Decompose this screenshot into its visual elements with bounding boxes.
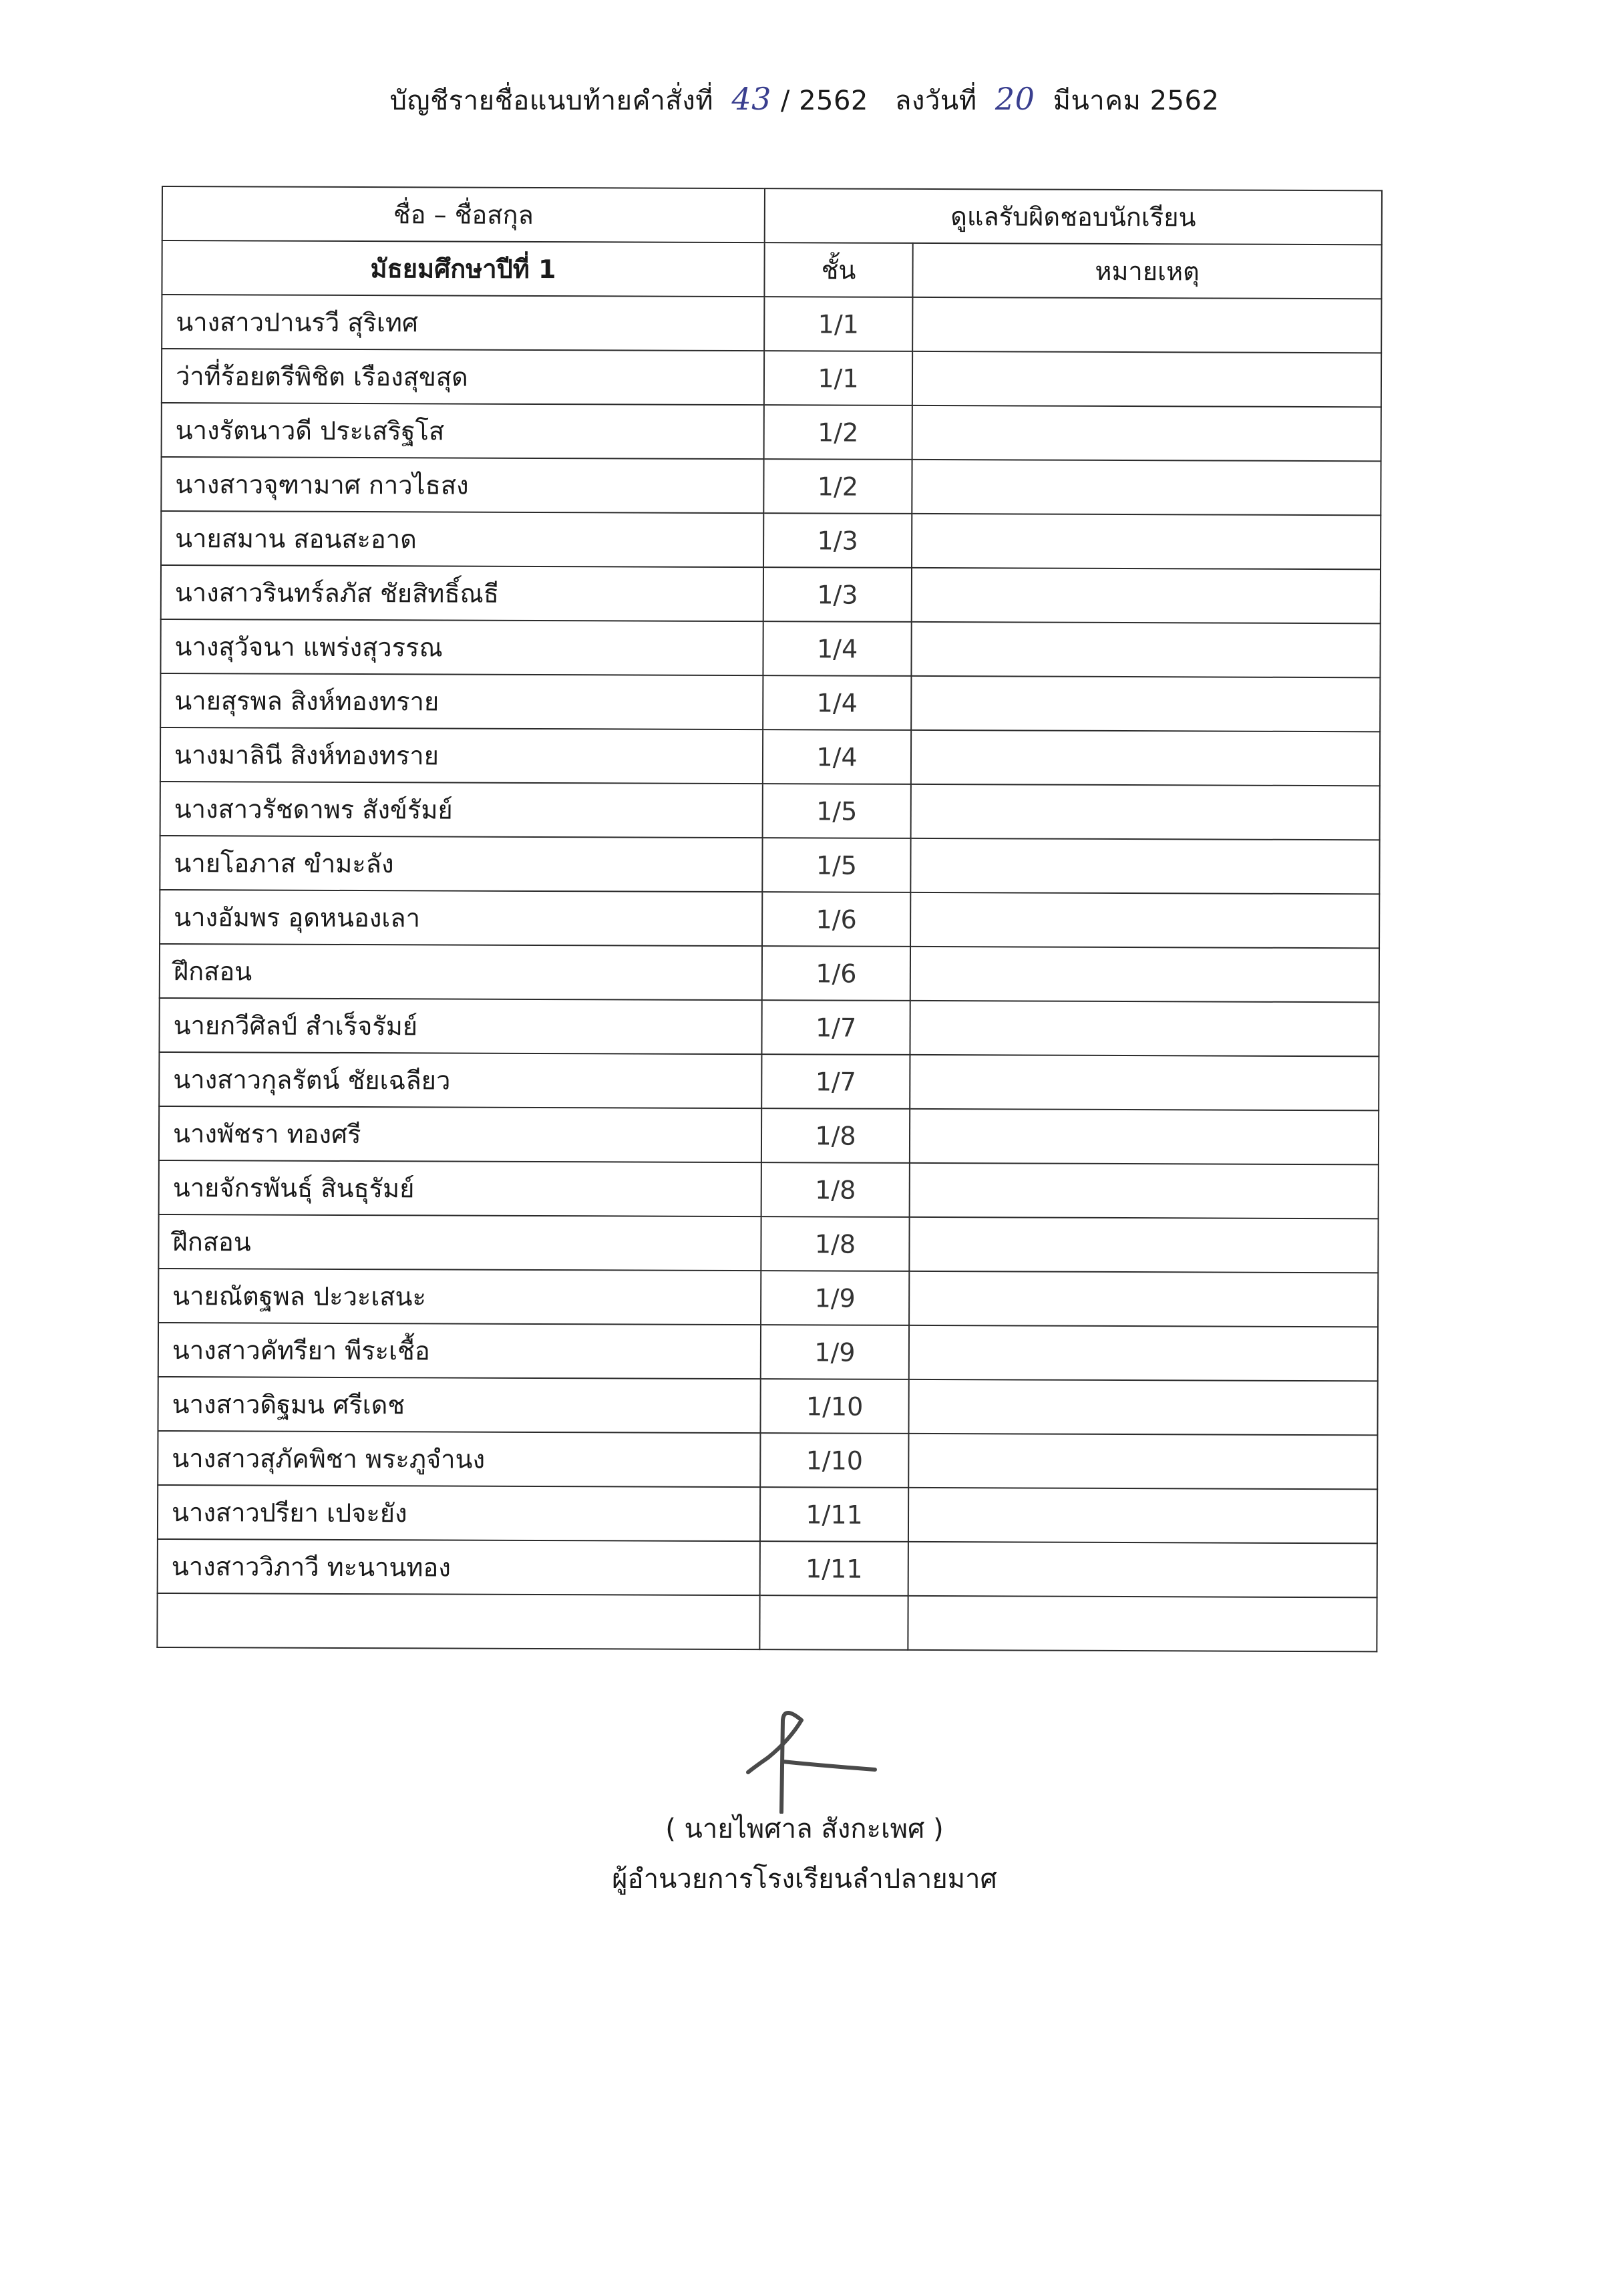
order-year: / 2562: [780, 86, 868, 116]
class-cell: 1/7: [761, 1000, 910, 1055]
teacher-name: นางสาวจุฑามาศ กาวไธสง: [161, 457, 763, 513]
heading-prefix: บัญชีรายชื่อแนบท้ายคำสั่งที่: [389, 86, 714, 116]
note-cell: [911, 730, 1380, 786]
teacher-name: นางสาวรินทร์ลภัส ชัยสิทธิ์ณธี: [161, 565, 763, 621]
teacher-name: นายจักรพันธุ์ สินธุรัมย์: [159, 1160, 761, 1216]
table-row: [160, 727, 1380, 786]
signatory-name: ( นายไพศาล สังกะเพศ ): [665, 1814, 944, 1844]
teacher-name: นางสาวคัทรียา พีระเชื้อ: [158, 1323, 761, 1379]
table-row: [160, 944, 1379, 1002]
date-day: 20: [995, 81, 1035, 117]
class-cell: 1/5: [762, 838, 910, 892]
header-note: หมายเหตุ: [912, 243, 1381, 299]
table-row: [160, 673, 1380, 731]
note-cell: [911, 676, 1380, 731]
table-row: [162, 295, 1381, 353]
note-cell: [910, 1109, 1379, 1164]
table-row: [158, 1539, 1377, 1597]
teacher-name: นางรัตนาวดี ประเสริฐโส: [162, 403, 764, 459]
teacher-name: ว่าที่ร้อยตรีพิชิต เรืองสุขสุด: [162, 349, 764, 405]
class-cell: 1/4: [763, 729, 911, 784]
signatory-title: ผู้อำนวยการโรงเรียนลำปลายมาศ: [612, 1864, 997, 1895]
table-subheader-row: [162, 240, 1381, 299]
note-cell: [910, 1055, 1379, 1110]
note-cell: [912, 405, 1381, 461]
table-row: [158, 1269, 1378, 1327]
class-cell: 1/8: [761, 1216, 909, 1271]
header-duty: ดูแลรับผิดชอบนักเรียน: [765, 188, 1382, 244]
teacher-name: นางสาวปานรวี สุริเทศ: [162, 295, 764, 351]
note-cell: [911, 622, 1380, 677]
note-cell: [910, 947, 1379, 1002]
teacher-name: นางสาวรัชดาพร สังข์รัมย์: [160, 782, 763, 838]
teacher-name: นายสมาน สอนสะอาด: [161, 511, 763, 567]
teacher-name: นางสุวัจนา แพร่งสุวรรณ: [160, 619, 763, 675]
class-cell: 1/5: [763, 784, 911, 838]
note-cell: [909, 1325, 1378, 1381]
teacher-name: นางสาวกุลรัตน์ ชัยเฉลียว: [159, 1052, 761, 1108]
table-row: [160, 619, 1380, 677]
class-cell: 1/11: [760, 1487, 908, 1542]
teacher-name: นางสาวดิฐมน ศรีเดช: [158, 1377, 760, 1433]
table-row: [158, 1214, 1378, 1273]
note-cell: [908, 1434, 1377, 1489]
teacher-name: นายโอภาส ขำมะลัง: [160, 836, 762, 892]
teacher-name: นางอัมพร อุดหนองเลา: [160, 890, 762, 946]
table-row: [162, 349, 1381, 407]
table-row: [159, 998, 1379, 1056]
class-cell: 1/6: [762, 892, 910, 947]
header-class: ชั้น: [764, 242, 912, 297]
signature-mark: [741, 1700, 888, 1814]
class-cell: 1/2: [764, 405, 912, 460]
note-cell: [909, 1217, 1378, 1273]
note-cell: [908, 1542, 1377, 1597]
class-cell: 1/3: [763, 567, 912, 622]
table-row: [160, 782, 1380, 840]
class-cell: 1/10: [760, 1433, 908, 1488]
teacher-name: นายกวีศิลป์ สำเร็จรัมย์: [159, 998, 761, 1054]
table-row: [159, 1160, 1379, 1218]
table-row: [160, 836, 1379, 894]
table-row: [161, 565, 1381, 623]
class-cell: 1/1: [764, 351, 912, 405]
table-row: [159, 1052, 1379, 1110]
class-cell: 1/9: [761, 1325, 909, 1379]
teacher-name: นางสาววิภาวี ทะนานทอง: [158, 1539, 760, 1595]
teacher-name: นางสาวสุภัคพิชา พระภูจำนง: [158, 1431, 760, 1487]
note-cell: [910, 892, 1379, 948]
class-cell: 1/8: [761, 1108, 910, 1163]
note-cell: [912, 297, 1381, 353]
teacher-name: นายณัตฐพล ปะวะเสนะ: [158, 1269, 761, 1325]
table-header-row: [162, 186, 1382, 244]
note-cell: [911, 784, 1380, 840]
teacher-name: ฝึกสอน: [158, 1214, 761, 1271]
class-cell: 1/4: [763, 675, 911, 730]
note-cell: [909, 1271, 1378, 1327]
teacher-name: ฝึกสอน: [160, 944, 762, 1000]
teacher-name: นางมาลินี สิงห์ทองทราย: [160, 727, 763, 784]
note-cell: [912, 514, 1381, 569]
table-row: [161, 457, 1381, 515]
class-cell: [759, 1595, 908, 1650]
class-cell: 1/2: [763, 459, 912, 514]
class-cell: 1/8: [761, 1162, 910, 1217]
note-cell: [908, 1596, 1377, 1651]
class-cell: 1/7: [761, 1054, 910, 1109]
date-month-year: มีนาคม 2562: [1053, 86, 1220, 116]
class-cell: 1/4: [763, 621, 911, 676]
class-cell: 1/1: [764, 297, 912, 351]
teacher-name: นางพัชรา ทองศรี: [159, 1106, 761, 1162]
class-cell: 1/3: [763, 513, 912, 568]
table-row: [161, 511, 1381, 569]
order-number: 43: [731, 81, 771, 117]
table-row: [160, 890, 1379, 948]
note-cell: [910, 838, 1379, 894]
teacher-name: [157, 1593, 759, 1649]
note-cell: [910, 1001, 1379, 1056]
responsibility-table-wrapper: [156, 186, 1381, 1652]
table-row: [162, 403, 1381, 461]
header-name: ชื่อ – ชื่อสกุล: [162, 186, 765, 242]
class-cell: 1/11: [760, 1541, 908, 1596]
note-cell: [910, 1163, 1379, 1218]
date-label: ลงวันที่: [894, 86, 977, 116]
note-cell: [912, 460, 1381, 515]
table-row: [158, 1323, 1378, 1381]
document-heading: [0, 79, 1609, 122]
class-cell: 1/10: [760, 1379, 908, 1434]
class-cell: 1/6: [762, 946, 910, 1001]
note-cell: [908, 1379, 1377, 1435]
grade-level: มัธยมศึกษาปีที่ 1: [162, 240, 764, 297]
table-row: [158, 1485, 1377, 1543]
responsibility-table: [156, 186, 1383, 1652]
table-row: [159, 1106, 1379, 1164]
table-row: [158, 1431, 1377, 1489]
note-cell: [912, 568, 1381, 623]
teacher-name: นางสาวปรียา เปจะยัง: [158, 1485, 760, 1541]
table-row: [157, 1593, 1377, 1651]
teacher-name: นายสุรพล สิงห์ทองทราย: [160, 673, 763, 729]
class-cell: 1/9: [761, 1271, 909, 1325]
note-cell: [908, 1488, 1377, 1543]
table-row: [158, 1377, 1377, 1435]
note-cell: [912, 351, 1381, 407]
